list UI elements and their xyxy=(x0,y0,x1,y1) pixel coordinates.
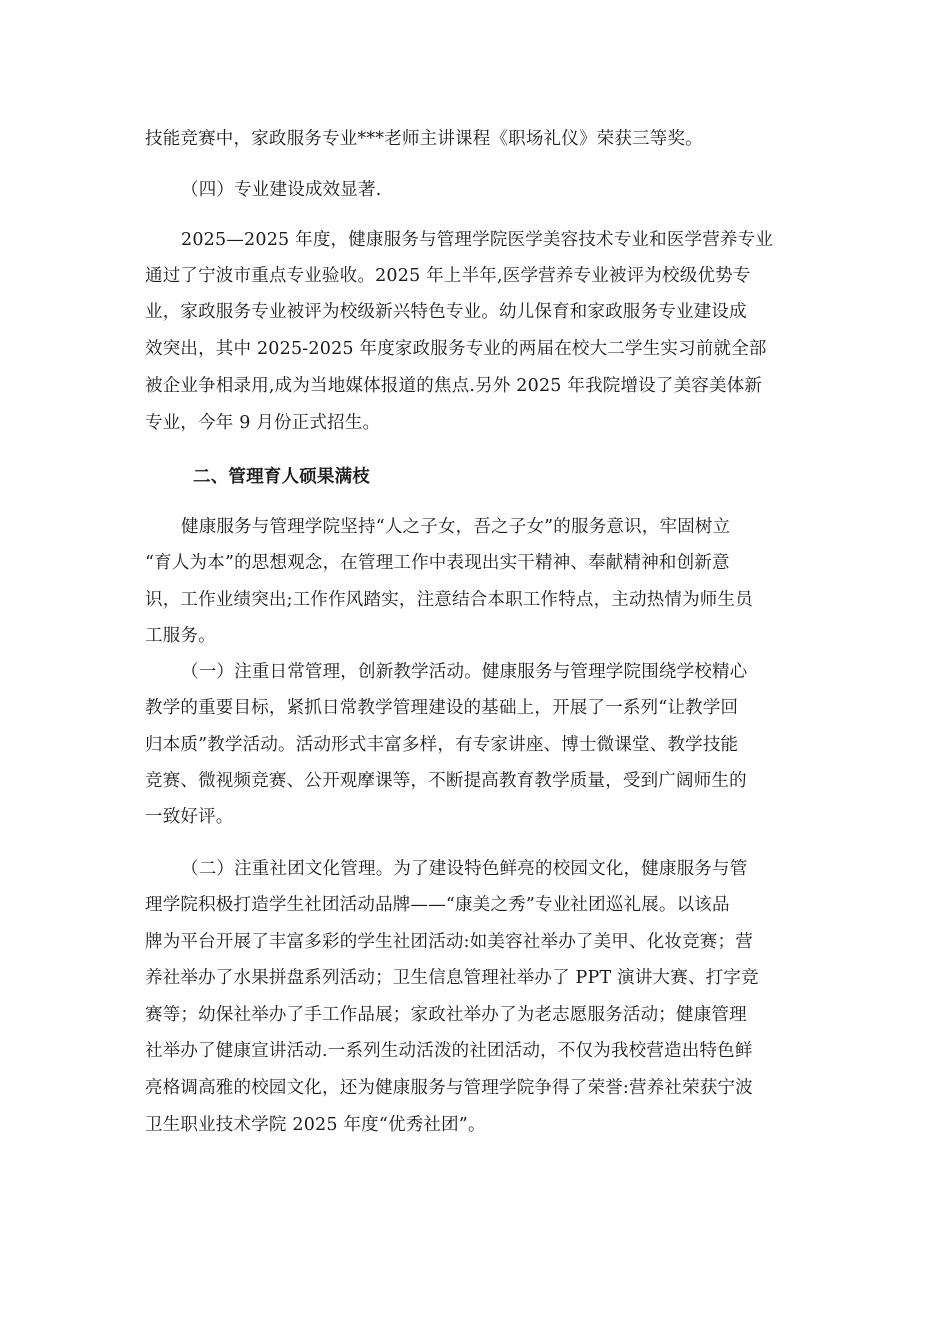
paragraph-line: 亮格调高雅的校园文化，还为健康服务与管理学院争得了荣誉:营养社荣获宁波 xyxy=(145,1078,753,1098)
paragraph-line: 教学的重要目标，紧抓日常教学管理建设的基础上，开展了一系列“让教学回 xyxy=(145,698,739,718)
paragraph-line: 牌为平台开展了丰富多彩的学生社团活动:如美容社举办了美甲、化妆竞赛；营 xyxy=(145,932,753,952)
section-title: 二、管理育人硕果满枝 xyxy=(193,467,370,487)
paragraph-line: 社举办了健康宣讲活动.一系列生动活泼的社团活动，不仅为我校营造出特色鲜 xyxy=(145,1041,753,1061)
paragraph-line: 健康服务与管理学院坚持“人之子女，吾之子女”的服务意识，牢固树立 xyxy=(181,517,731,537)
paragraph-line: 通过了宁波市重点专业验收。2025 年上半年,医学营养专业被评为校级优势专 xyxy=(145,266,751,286)
paragraph-line: 专业，今年 9 月份正式招生。 xyxy=(145,413,381,433)
paragraph-line: 2025—2025 年度，健康服务与管理学院医学美容技术专业和医学营养专业 xyxy=(181,230,774,250)
paragraph-line: （一）注重日常管理，创新教学活动。健康服务与管理学院围绕学校精心 xyxy=(181,662,748,682)
paragraph-line: 效突出，其中 2025-2025 年度家政服务专业的两届在校大二学生实习前就全部 xyxy=(145,339,767,359)
paragraph-line: 技能竞赛中，家政服务专业***老师主讲课程《职场礼仪》荣获三等奖。 xyxy=(145,129,703,149)
paragraph-line: 识，工作业绩突出;工作作风踏实，注意结合本职工作特点，主动热情为师生员 xyxy=(145,590,753,610)
paragraph-line: 被企业争相录用,成为当地媒体报道的焦点.另外 2025 年我院增设了美容美体新 xyxy=(145,376,763,396)
paragraph-line: （二）注重社团文化管理。为了建设特色鲜亮的校园文化，健康服务与管 xyxy=(181,859,748,879)
paragraph-line: 归本质”教学活动。活动形式丰富多样，有专家讲座、博士微课堂、教学技能 xyxy=(145,735,739,755)
paragraph-line: 竞赛、微视频竞赛、公开观摩课等，不断提高教育教学质量，受到广阔师生的 xyxy=(145,771,747,791)
paragraph-line: 卫生职业技术学院 2025 年度“优秀社团”。 xyxy=(145,1115,486,1135)
paragraph-line: 理学院积极打造学生社团活动品牌——“康美之秀”专业社团巡礼展。以该品 xyxy=(145,895,730,915)
paragraph-line: 工服务。 xyxy=(145,626,216,646)
paragraph-line: “育人为本”的思想观念，在管理工作中表现出实干精神、奉献精神和创新意 xyxy=(145,553,730,573)
paragraph-line: 一致好评。 xyxy=(145,807,234,827)
paragraph-line: 赛等；幼保社举办了手工作品展；家政社举办了为老志愿服务活动；健康管理 xyxy=(145,1005,747,1025)
paragraph-line: 养社举办了水果拼盘系列活动；卫生信息管理社举办了 PPT 演讲大赛、打字竞 xyxy=(145,968,759,988)
section-heading-4: （四）专业建设成效显著. xyxy=(181,180,382,200)
paragraph-line: 业，家政服务专业被评为校级新兴特色专业。幼儿保育和家政服务专业建设成 xyxy=(145,302,747,322)
